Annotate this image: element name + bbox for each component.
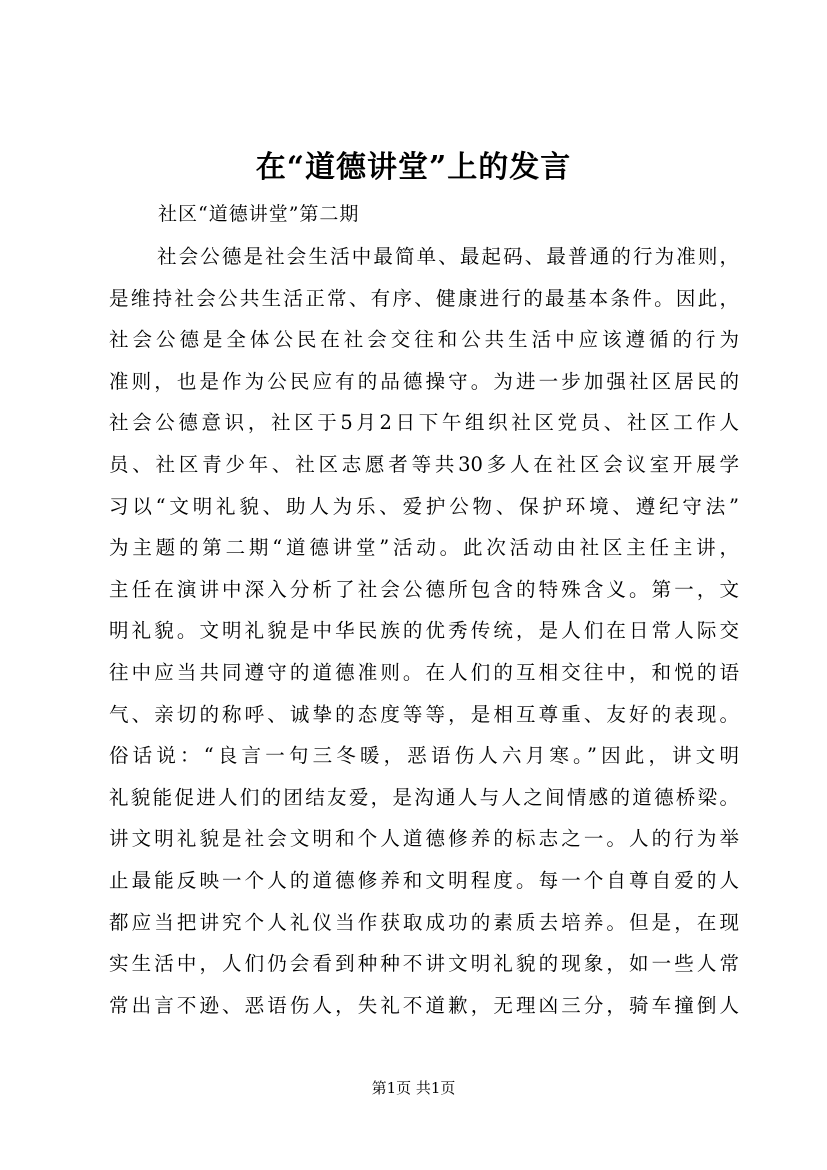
paragraph-line: 社会公德是全体公民在社会交往和公共生活中应该遵循的行为 [109,328,739,352]
paragraph-line: 为主题的第二期“道德讲堂”活动。此次活动由社区主任主讲， [109,536,739,560]
body-paragraph [109,236,739,1026]
paragraph-line: 常出言不逊、恶语伤人，失礼不道歉，无理凶三分，骑车撞倒人 [109,993,739,1017]
paragraph-line: 员、社区青少年、社区志愿者等共30多人在社区会议室开展学 [109,452,739,476]
paragraph-line: 实生活中，人们仍会看到种种不讲文明礼貌的现象，如一些人常 [109,952,739,976]
document-subtitle: 社区“道德讲堂”第二期 [158,203,360,225]
paragraph-line: 社会公德意识，社区于5月2日下午组织社区党员、社区工作人 [109,411,739,435]
paragraph-line: 是维持社会公共生活正常、有序、健康进行的最基本条件。因此， [109,286,739,310]
paragraph-line: 讲文明礼貌是社会文明和个人道德修养的标志之一。人的行为举 [109,827,739,851]
paragraph-line: 准则，也是作为公民应有的品德操守。为进一步加强社区居民的 [109,369,739,393]
paragraph-line: 往中应当共同遵守的道德准则。在人们的互相交往中，和悦的语 [109,660,739,684]
paragraph-line: 气、亲切的称呼、诚挚的态度等等，是相互尊重、友好的表现。 [109,702,739,726]
paragraph-line: 都应当把讲究个人礼仪当作获取成功的素质去培养。但是，在现 [109,910,739,934]
paragraph-line: 止最能反映一个人的道德修养和文明程度。每一个自尊自爱的人 [109,868,739,892]
paragraph-line: 主任在演讲中深入分析了社会公德所包含的特殊含义。第一，文 [109,577,739,601]
paragraph-line: 俗话说：“良言一句三冬暖，恶语伤人六月寒。”因此，讲文明 [109,744,739,768]
document-title: 在“道德讲堂”上的发言 [255,150,572,185]
paragraph-line: 社会公德是社会生活中最简单、最起码、最普通的行为准则， [157,245,739,268]
page-footer: 第1页 共1页 [371,1079,456,1097]
paragraph-line: 明礼貌。文明礼貌是中华民族的优秀传统，是人们在日常人际交 [109,619,739,643]
paragraph-line: 礼貌能促进人们的团结友爱，是沟通人与人之间情感的道德桥梁。 [109,785,739,809]
paragraph-line: 习以“文明礼貌、助人为乐、爱护公物、保护环境、遵纪守法” [109,494,739,518]
